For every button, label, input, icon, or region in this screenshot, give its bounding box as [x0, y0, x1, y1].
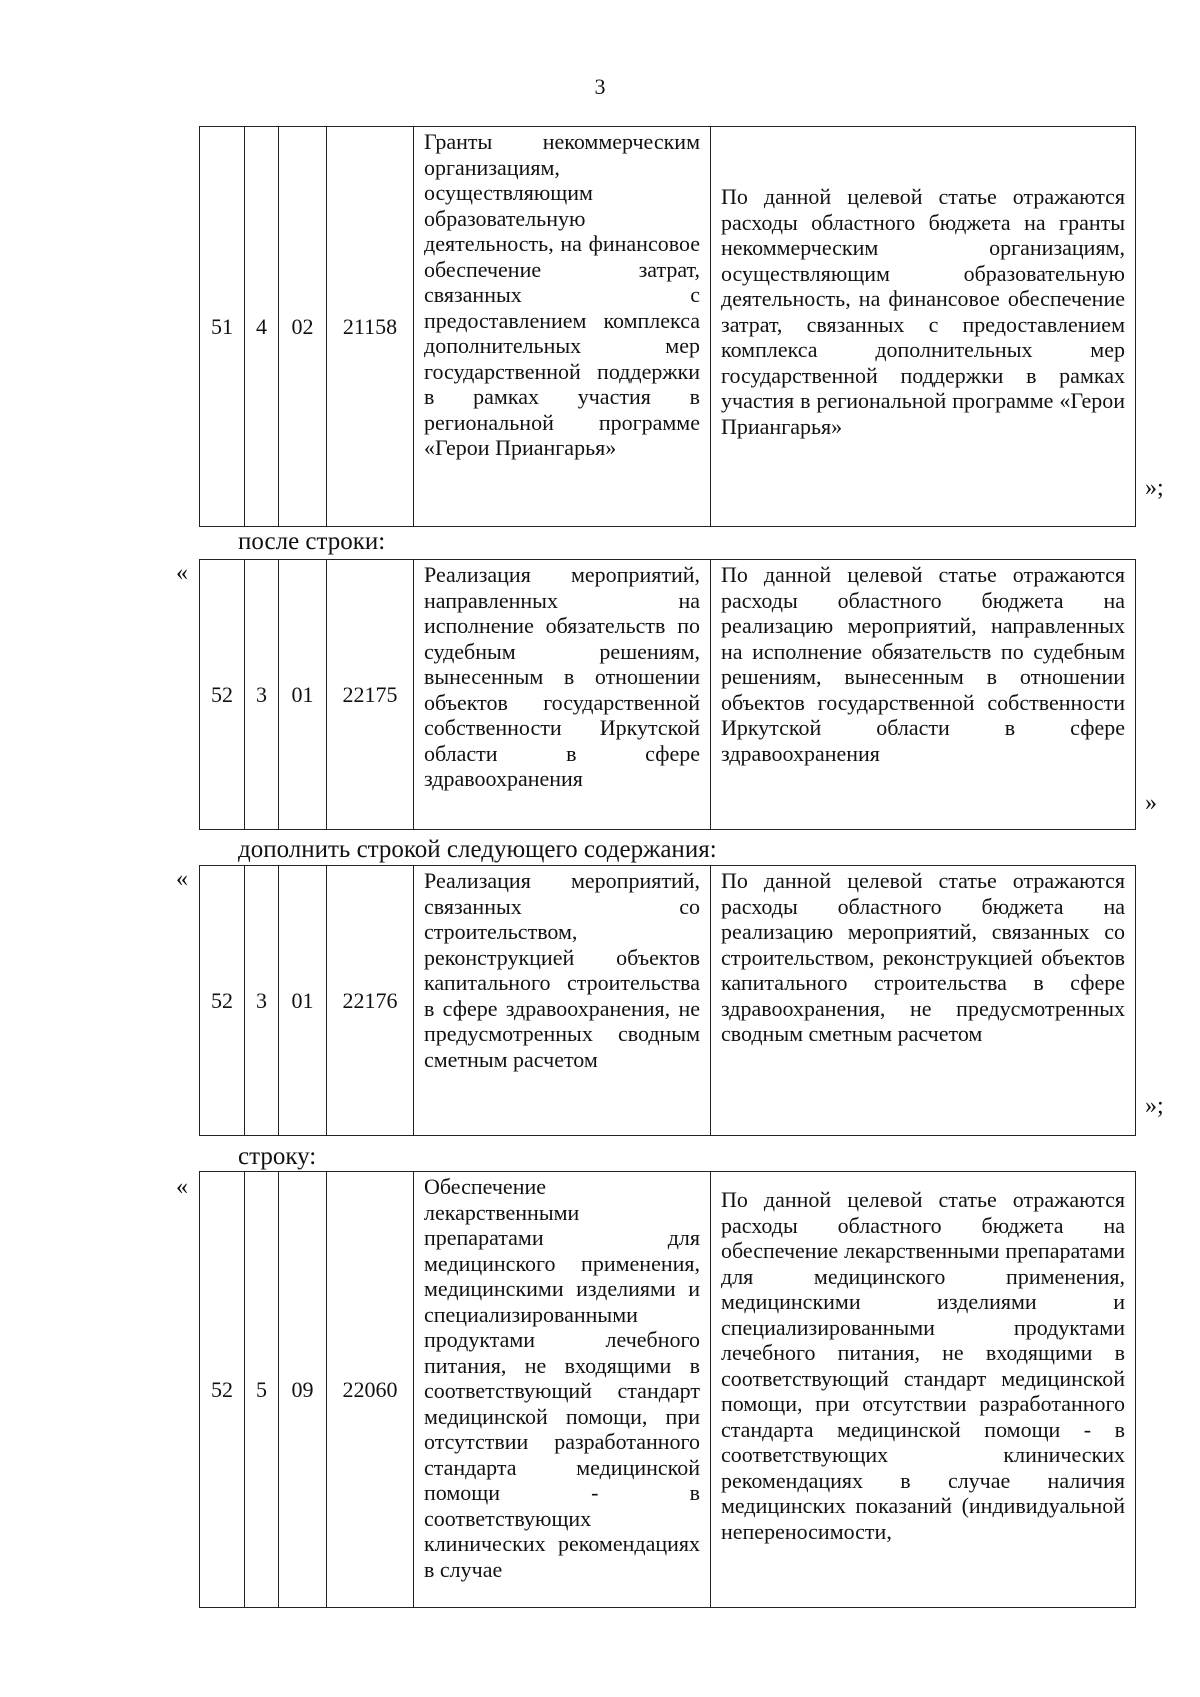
code-col-3: 09	[279, 1172, 327, 1607]
code-col-2: 3	[245, 560, 279, 829]
row-name: Обеспечение лекарственными препаратами для медицинского применения, медицинскими изделиями и специализированными продуктами лечебного питания, не входящими в соответствующий стандарт медицинской помощи, при отсутствии разработанного стандарта медицинской помощи - в соответствующих клинических рекомендациях в случае	[414, 1172, 711, 1607]
code-col-4: 22060	[327, 1172, 414, 1607]
open-quote: «	[176, 560, 188, 586]
code-col-2: 5	[245, 1172, 279, 1607]
page-number: 3	[594, 74, 606, 99]
instruction-row: строку:	[238, 1143, 317, 1170]
row-name: Реализация мероприятий, направленных на исполнение обязательств по судебным решениям, вынесенным в отношении объектов государственной собственности Иркутской области в сфере здравоохранения	[414, 560, 711, 829]
code-col-1: 52	[200, 866, 245, 1135]
instruction-after-row: после строки:	[238, 528, 386, 555]
table-row	[199, 126, 1136, 527]
close-quote: »;	[1145, 475, 1164, 501]
code-col-2: 3	[245, 866, 279, 1135]
table-row	[199, 1171, 1136, 1608]
instruction-add-row: дополнить строкой следующего содержания:	[238, 836, 717, 863]
code-col-4: 22176	[327, 866, 414, 1135]
row-name: Гранты некоммерческим организациям, осуществляющим образовательную деятельность, на финансовое обеспечение затрат, связанных с предоставлением комплекса дополнительных мер государственной поддержки в рамках участия в региональной программе «Герои Приангарья»	[414, 127, 711, 526]
table-row	[199, 559, 1136, 830]
row-description: По данной целевой статье отражаются расходы областного бюджета на реализацию мероприятий, направленных на исполнение обязательств по судебным решениям, вынесенным в отношении объектов государственной собственности Иркутской области в сфере здравоохранения	[721, 562, 1125, 766]
code-col-1: 52	[200, 1172, 245, 1607]
open-quote: «	[176, 1174, 188, 1200]
code-col-3: 01	[279, 560, 327, 829]
row-description	[711, 127, 1135, 526]
code-col-1: 51	[200, 127, 245, 526]
code-col-3: 01	[279, 866, 327, 1135]
code-col-4: 22175	[327, 560, 414, 829]
code-col-2: 4	[245, 127, 279, 526]
code-col-1: 52	[200, 560, 245, 829]
row-description: По данной целевой статье отражаются расходы областного бюджета на реализацию мероприятий, связанных со строительством, реконструкцией объектов капитального строительства в сфере здравоохранения, не предусмотренных сводным сметным расчетом	[721, 868, 1125, 1046]
close-quote: »	[1145, 790, 1157, 816]
open-quote: «	[176, 866, 188, 892]
code-col-4: 21158	[327, 127, 414, 526]
row-name: Реализация мероприятий, связанных со строительством, реконструкцией объектов капитального строительства в сфере здравоохранения, не предусмотренных сводным сметным расчетом	[414, 866, 711, 1135]
table-row	[199, 865, 1136, 1136]
row-description: По данной целевой статье отражаются расходы областного бюджета на обеспечение лекарственными препаратами для медицинского применения, медицинскими изделиями и специализированными продуктами лечебного питания, не входящими в соответствующий стандарт медицинской помощи, при отсутствии разработанного стандарта медицинской помощи - в соответствующих клинических рекомендациях в случае наличия медицинских показаний (индивидуальной непереносимости,	[721, 1187, 1125, 1544]
row-description-text: По данной целевой статье отражаются расходы областного бюджета на гранты некоммерческим организациям, осуществляющим образовательную деятельность, на финансовое обеспечение затрат, связанных с предоставлением комплекса дополнительных мер государственной поддержки в рамках участия в региональной программе «Герои Приангарья»	[721, 184, 1125, 439]
code-col-3: 02	[279, 127, 327, 526]
close-quote: »;	[1145, 1093, 1164, 1119]
